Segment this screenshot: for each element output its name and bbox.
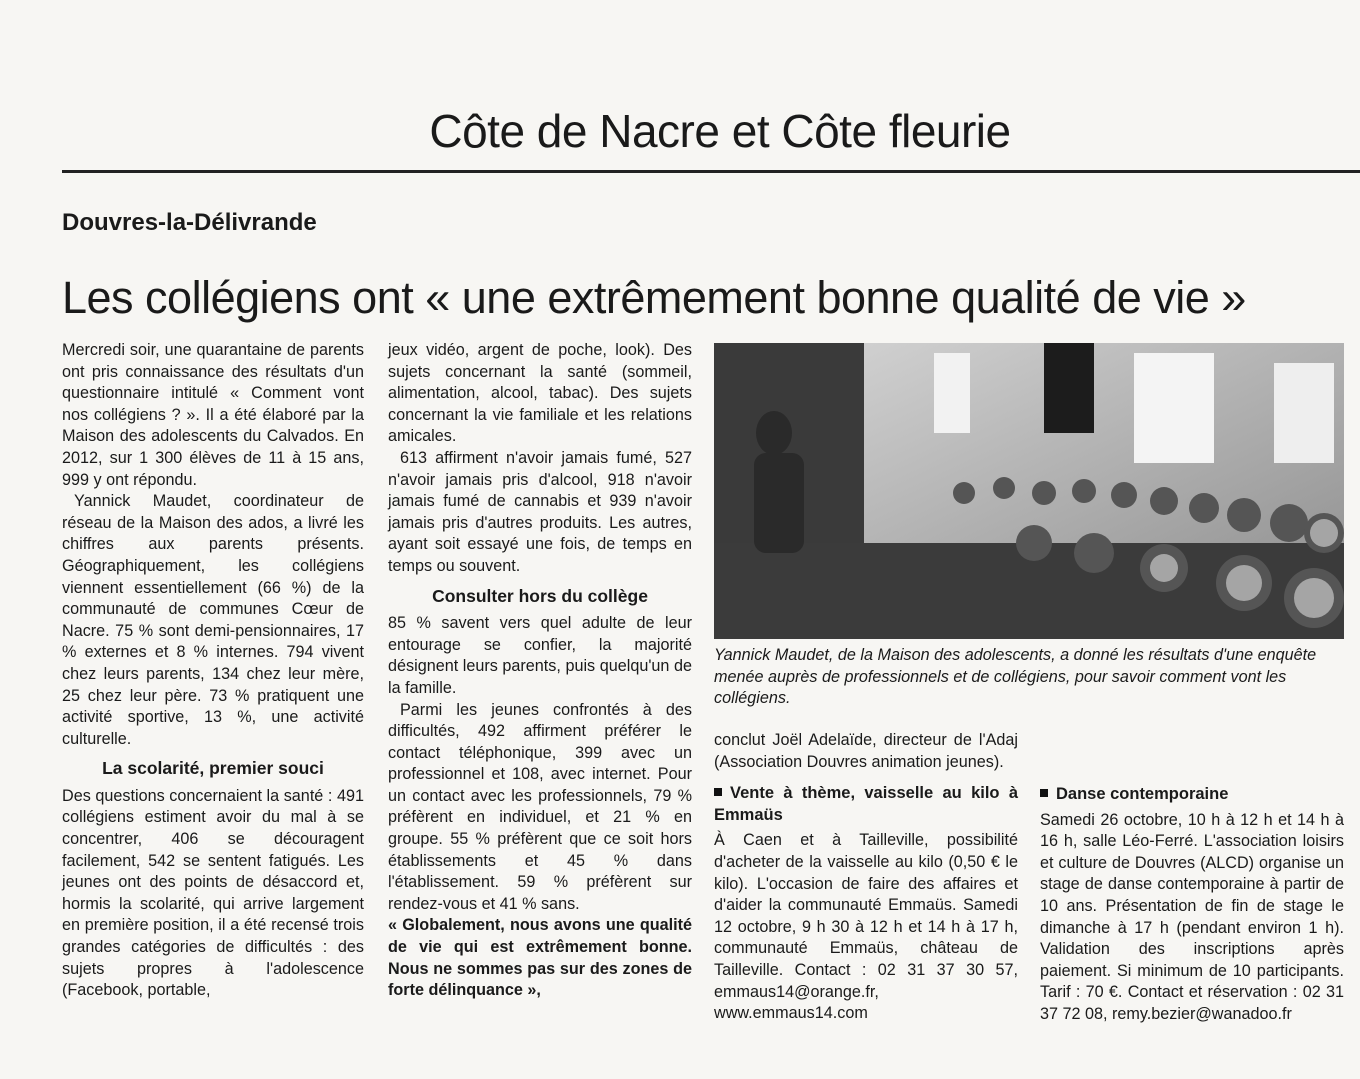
- paragraph: jeux vidéo, argent de poche, look). Des sujets concernant la santé (sommeil, alimentation, alcool, tabac). Des sujets concernant la vie familiale et les relations amicales.: [388, 341, 692, 446]
- article-headline: Les collégiens ont « une extrêmement bonne qualité de vie »: [62, 272, 1246, 323]
- bullet-square-icon: [1040, 789, 1048, 797]
- brief-text: Samedi 26 octobre, 10 h à 12 h et 14 h à 16 h, salle Léo-Ferré. L'association loisirs et culture de Douvres (ALCD) organise un stage de danse contemporaine à partir de 10 ans. Présentation de fin de stage le dimanche à 17 h (pendant environ 1 h). Validation des inscriptions après paiement. Si minimum de 10 participants. Tarif : 70 €. Contact et réservation : 02 31 37 72 08, remy.bezier@wanadoo.fr: [1040, 810, 1344, 1023]
- paragraph: Mercredi soir, une quarantaine de parents ont pris connaissance des résultats d'un questionnaire intitulé « Comment vont nos collégiens ? ». Il a été élaboré par la Maison des adolescents du Calvados. En 2012, sur 1 300 élèves de 11 à 15 ans, 999 y ont répondu.: [62, 341, 364, 489]
- paragraph: Parmi les jeunes confrontés à des difficultés, 492 affirment préférer le contact téléphonique, 399 avec un professionnel et 108, avec internet. Pour un contact avec les professionnels, 79 % préfèrent en individuel, et 21 % en groupe. 55 % préfèrent que ce soit hors établissements et 45 % dans l'établissement. 59 % préfèrent sur rendez-vous et 41 % sans.: [388, 700, 692, 913]
- brief-text: À Caen et à Tailleville, possibilité d'acheter de la vaisselle au kilo (0,50 € le kilo). L'occasion de faire des affaires et d'aider la communauté Emmaüs. Samedi 12 octobre, 9 h 30 à 12 h et 14 h à 17 h, communauté Emmaüs, château de Tailleville. Contact : 02 31 37 30 57, emmaus14@orange.fr, www.emmaus14.com: [714, 831, 1018, 1023]
- article-column-4: [1040, 784, 1344, 1026]
- subheading: Consulter hors du collège: [432, 585, 648, 606]
- article-column-3: [714, 730, 1018, 1025]
- article-column-2: [388, 340, 692, 1002]
- brief-title: Danse contemporaine: [1056, 785, 1229, 803]
- article-photo: [714, 343, 1344, 639]
- paragraph: 613 affirment n'avoir jamais fumé, 527 n'avoir jamais pris d'alcool, 918 n'avoir jamais fumé de cannabis et 939 n'avoir jamais pris d'autres produits. Les autres, ayant soit essayé une fois, de temps en temps ou souvent.: [388, 448, 692, 575]
- section-rule: [62, 170, 1360, 173]
- paragraph: conclut Joël Adelaïde, directeur de l'Adaj (Association Douvres animation jeunes).: [714, 731, 1018, 771]
- paragraph: 85 % savent vers quel adulte de leur entourage se confier, la majorité désignent leurs parents, puis quelqu'un de la famille.: [388, 614, 692, 697]
- bullet-square-icon: [714, 788, 722, 796]
- article-column-1: [62, 340, 364, 1002]
- paragraph: Yannick Maudet, coordinateur de réseau de la Maison des ados, a livré les chiffres aux parents présents. Géographiquement, les collégiens viennent essentiellement (66 %) de la communauté de communes Cœur de Nacre. 75 % sont demi-pensionnaires, 17 % externes et 8 % internes. 794 vivent chez leurs parents, 134 chez leur mère, 25 chez leur père. 73 % pratiquent une activité sportive, 13 %, une activité culturelle.: [62, 492, 364, 748]
- paragraph: Des questions concernaient la santé : 491 collégiens estiment avoir du mal à se concentrer, 406 se découragent facilement, 542 se sentent fatigués. Les jeunes ont des points de désaccord et, hormis la scolarité, qui arrive largement en première position, il a été recensé trois grandes catégories de difficultés : des sujets propres à l'adolescence (Facebook, portable,: [62, 786, 364, 1000]
- photo-caption: Yannick Maudet, de la Maison des adolescents, a donné les résultats d'une enquête menée auprès de professionnels et de collégiens, pour savoir comment vont les collégiens.: [714, 646, 1317, 708]
- subheading: La scolarité, premier souci: [102, 758, 324, 779]
- quote-paragraph: « Globalement, nous avons une qualité de vie qui est extrêmement bonne. Nous ne sommes pas sur des zones de forte délinquance »,: [388, 916, 692, 1000]
- brief-heading: [1040, 784, 1344, 806]
- brief-title: Vente à thème, vaisselle au kilo à Emmaüs: [714, 784, 1018, 824]
- locality-heading: Douvres-la-Délivrande: [62, 209, 317, 236]
- audience-photo-image: [714, 343, 1344, 639]
- brief-heading: [714, 783, 1018, 826]
- section-title: Côte de Nacre et Côte fleurie: [429, 105, 1011, 157]
